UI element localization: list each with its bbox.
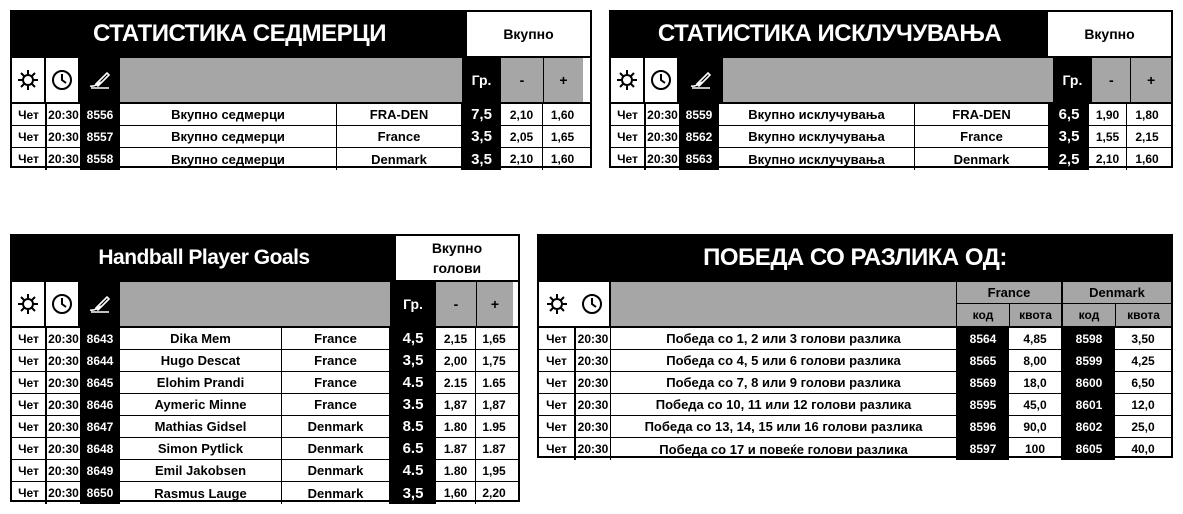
clock-icon	[46, 58, 80, 102]
panel-header	[539, 236, 1171, 280]
line-cell: 4.5	[390, 460, 436, 481]
under-odds: 1.80	[436, 416, 476, 437]
line-cell: 3,5	[462, 148, 501, 170]
player-cell: Hugo Descat	[120, 350, 282, 371]
table-row[interactable]	[611, 126, 1171, 148]
margin-label-cell: Победа со 13, 14, 15 или 16 голови разлика	[611, 416, 957, 437]
team-cell: France	[282, 328, 390, 349]
total-header: Вкупно	[1048, 12, 1171, 56]
team-cell: France	[337, 126, 462, 147]
over-odds: 2,15	[1135, 129, 1159, 144]
line-header: Гр.	[462, 58, 501, 102]
player-cell: Elohim Prandi	[120, 372, 282, 393]
under-header: -	[436, 282, 477, 326]
time-cell: 20:30	[46, 372, 80, 393]
team-a-odds: 90,0	[1009, 416, 1063, 437]
day-cell: Чет	[12, 438, 46, 459]
day-cell: Чет	[539, 350, 575, 371]
bet-slip-icon	[679, 58, 723, 102]
code-cell: 8650	[80, 482, 120, 504]
margin-label-cell: Победа со 7, 8 или 9 голови разлика	[611, 372, 957, 393]
code-cell: 8643	[80, 328, 120, 349]
table-row[interactable]	[539, 372, 1171, 394]
header-filler	[120, 282, 390, 326]
table-row[interactable]	[12, 372, 518, 394]
code-cell: 8558	[80, 148, 120, 170]
team-cell: Denmark	[282, 482, 390, 504]
team-cell: France	[282, 372, 390, 393]
table-row[interactable]	[12, 126, 590, 148]
suspensions-panel	[609, 10, 1173, 168]
team-b-code: 8598	[1063, 328, 1115, 349]
column-header	[12, 280, 518, 328]
over-header: +	[544, 58, 583, 102]
line-cell: 6,5	[1049, 104, 1089, 125]
under-odds: 1.87	[436, 438, 476, 459]
team-b-odds: 3,50	[1131, 331, 1155, 346]
team-b-odds: 12,0	[1131, 397, 1155, 412]
day-cell: Чет	[539, 394, 575, 415]
team-b-code: 8605	[1063, 438, 1115, 460]
table-row[interactable]	[12, 350, 518, 372]
panel-title: СТАТИСТИКА СЕДМЕРЦИ	[12, 12, 467, 56]
day-cell: Чет	[12, 394, 46, 415]
team-cell: Denmark	[282, 460, 390, 481]
day-cell: Чет	[12, 482, 46, 504]
sport-icon	[611, 58, 645, 102]
player-cell: Emil Jakobsen	[120, 460, 282, 481]
odds-header: квота	[1116, 304, 1171, 326]
line-cell: 4.5	[390, 372, 436, 393]
time-cell: 20:30	[46, 148, 80, 170]
panel-title: ПОБЕДА СО РАЗЛИКА ОД:	[539, 236, 1171, 280]
line-header: Гр.	[1053, 58, 1093, 102]
day-cell: Чет	[12, 416, 46, 437]
margin-label-cell: Победа со 10, 11 или 12 голови разлика	[611, 394, 957, 415]
player-cell: Rasmus Lauge	[120, 482, 282, 504]
table-row[interactable]	[12, 328, 518, 350]
under-header: -	[501, 58, 544, 102]
table-row[interactable]	[611, 104, 1171, 126]
under-odds: 2,10	[501, 148, 543, 170]
day-cell: Чет	[12, 148, 46, 170]
line-cell: 7,5	[462, 104, 501, 125]
over-odds: 1,87	[482, 397, 506, 412]
over-odds: 1,75	[482, 353, 506, 368]
over-header: +	[1131, 58, 1171, 102]
team-b-code: 8600	[1063, 372, 1115, 393]
column-header	[539, 280, 1171, 328]
table-row[interactable]	[12, 482, 518, 504]
under-odds: 2,00	[436, 350, 476, 371]
under-odds: 1,90	[1089, 104, 1127, 125]
day-cell: Чет	[539, 416, 575, 437]
day-cell: Чет	[611, 126, 645, 147]
total-label-line1: Вкупно	[431, 240, 483, 256]
day-cell: Чет	[12, 126, 46, 147]
code-header: код	[957, 304, 1010, 326]
line-cell: 8.5	[390, 416, 436, 437]
under-odds: 2,10	[1089, 148, 1127, 170]
margin-label-cell: Победа со 1, 2 или 3 голови разлика	[611, 328, 957, 349]
sport-icon	[539, 282, 575, 326]
code-cell: 8562	[679, 126, 719, 147]
penalties-panel	[10, 10, 592, 168]
over-header: +	[477, 282, 513, 326]
under-odds: 2.15	[436, 372, 476, 393]
time-cell: 20:30	[575, 416, 611, 437]
team-cell: Denmark	[915, 148, 1049, 170]
column-header	[611, 56, 1171, 104]
time-cell: 20:30	[46, 126, 80, 147]
under-odds: 1,60	[436, 482, 476, 504]
table-row[interactable]	[12, 438, 518, 460]
team-b-odds: 6,50	[1131, 375, 1155, 390]
table-row[interactable]	[611, 148, 1171, 170]
over-odds: 2,20	[482, 486, 506, 500]
line-cell: 3.5	[390, 394, 436, 415]
line-cell: 3,5	[390, 350, 436, 371]
line-cell: 4,5	[390, 328, 436, 349]
code-cell: 8559	[679, 104, 719, 125]
day-cell: Чет	[12, 460, 46, 481]
day-cell: Чет	[611, 148, 645, 170]
player-goals-panel	[10, 234, 520, 502]
time-cell: 20:30	[575, 438, 611, 460]
table-row[interactable]	[539, 416, 1171, 438]
under-odds: 1,55	[1089, 126, 1127, 147]
day-cell: Чет	[12, 372, 46, 393]
code-cell: 8645	[80, 372, 120, 393]
clock-icon	[46, 282, 80, 326]
over-odds: 1,60	[550, 107, 575, 122]
margin-label-cell: Победа со 17 и повеќе голови разлика	[611, 438, 957, 460]
team-a-name: France	[957, 282, 1061, 304]
team-cell: France	[282, 394, 390, 415]
penalties-rows	[12, 104, 590, 170]
time-cell: 20:30	[575, 350, 611, 371]
code-cell: 8556	[80, 104, 120, 125]
panel-title: СТАТИСТИКА ИСКЛУЧУВАЊА	[611, 12, 1048, 56]
line-cell: 3,5	[390, 482, 436, 504]
line-cell: 3,5	[1049, 126, 1089, 147]
over-odds: 1.95	[482, 419, 506, 434]
under-header: -	[1092, 58, 1131, 102]
time-cell: 20:30	[46, 394, 80, 415]
time-cell: 20:30	[46, 416, 80, 437]
team-a-code: 8596	[957, 416, 1009, 437]
time-cell: 20:30	[46, 460, 80, 481]
team-cell: FRA-DEN	[337, 104, 462, 125]
table-row[interactable]	[12, 148, 590, 170]
sport-icon	[12, 58, 46, 102]
over-odds: 1,65	[482, 331, 506, 346]
over-odds: 1,80	[1135, 107, 1159, 122]
team-b-odds: 4,25	[1131, 353, 1155, 368]
team-b-code: 8602	[1063, 416, 1115, 437]
team-b-odds: 25,0	[1131, 419, 1155, 434]
team-cell: FRA-DEN	[915, 104, 1049, 125]
time-cell: 20:30	[645, 126, 679, 147]
line-cell: 3,5	[462, 126, 501, 147]
panel-title: Handball Player Goals	[12, 236, 396, 280]
panel-header	[611, 12, 1171, 56]
team-a-code: 8565	[957, 350, 1009, 371]
market-cell: Вкупно исклучувања	[719, 148, 915, 170]
time-cell: 20:30	[575, 372, 611, 393]
over-odds: 1.65	[482, 375, 506, 390]
team-a-code: 8597	[957, 438, 1009, 460]
day-cell: Чет	[12, 104, 46, 125]
market-cell: Вкупно седмерци	[120, 104, 337, 125]
team-a-code: 8564	[957, 328, 1009, 349]
team-cell: France	[915, 126, 1049, 147]
suspensions-rows	[611, 104, 1171, 170]
over-odds: 1.87	[482, 441, 506, 456]
header-filler	[120, 58, 462, 102]
player-cell: Mathias Gidsel	[120, 416, 282, 437]
clock-icon	[575, 282, 611, 326]
team-b-odds: 40,0	[1131, 442, 1155, 456]
clock-icon	[645, 58, 679, 102]
over-odds: 1,65	[550, 129, 575, 144]
time-cell: 20:30	[46, 482, 80, 504]
time-cell: 20:30	[645, 148, 679, 170]
code-cell: 8648	[80, 438, 120, 459]
day-cell: Чет	[12, 328, 46, 349]
team-b-name: Denmark	[1063, 282, 1171, 304]
panel-header	[12, 12, 590, 56]
odds-header: квота	[1010, 304, 1061, 326]
team-a-odds: 100	[1009, 438, 1063, 460]
team-a-odds: 8,00	[1009, 350, 1063, 371]
column-header	[12, 56, 590, 104]
team-b-code: 8599	[1063, 350, 1115, 371]
bet-slip-icon	[80, 282, 120, 326]
table-row[interactable]	[539, 350, 1171, 372]
win-margin-panel	[537, 234, 1173, 458]
code-header: код	[1063, 304, 1116, 326]
sport-icon	[12, 282, 46, 326]
code-cell: 8647	[80, 416, 120, 437]
day-cell: Чет	[539, 372, 575, 393]
team-cell: Denmark	[337, 148, 462, 170]
team-b-code: 8601	[1063, 394, 1115, 415]
team-cell: Denmark	[282, 416, 390, 437]
win-margin-rows	[539, 328, 1171, 460]
player-goals-rows	[12, 328, 518, 504]
code-cell: 8557	[80, 126, 120, 147]
over-odds: 1,60	[1135, 152, 1159, 166]
over-odds: 1,95	[482, 463, 506, 478]
market-cell: Вкупно исклучувања	[719, 104, 915, 125]
line-cell: 6.5	[390, 438, 436, 459]
team-cell: France	[282, 350, 390, 371]
team-a-header	[957, 282, 1063, 326]
code-cell: 8649	[80, 460, 120, 481]
team-a-odds: 45,0	[1009, 394, 1063, 415]
day-cell: Чет	[12, 350, 46, 371]
time-cell: 20:30	[46, 104, 80, 125]
table-row[interactable]	[539, 394, 1171, 416]
team-a-code: 8595	[957, 394, 1009, 415]
bet-slip-icon	[80, 58, 120, 102]
player-cell: Aymeric Minne	[120, 394, 282, 415]
header-filler	[611, 282, 957, 326]
market-cell: Вкупно исклучувања	[719, 126, 915, 147]
line-header: Гр.	[390, 282, 436, 326]
table-row[interactable]	[12, 460, 518, 482]
under-odds: 1,87	[436, 394, 476, 415]
team-a-odds: 4,85	[1009, 328, 1063, 349]
day-cell: Чет	[539, 438, 575, 460]
day-cell: Чет	[611, 104, 645, 125]
panel-header	[12, 236, 518, 280]
player-cell: Simon Pytlick	[120, 438, 282, 459]
team-a-odds: 18,0	[1009, 372, 1063, 393]
market-cell: Вкупно седмерци	[120, 126, 337, 147]
table-row[interactable]	[12, 416, 518, 438]
code-cell: 8646	[80, 394, 120, 415]
under-odds: 1.80	[436, 460, 476, 481]
code-cell: 8563	[679, 148, 719, 170]
over-odds: 1,60	[550, 152, 575, 166]
time-cell: 20:30	[46, 328, 80, 349]
under-odds: 2,15	[436, 328, 476, 349]
total-label-line2: голови	[432, 260, 482, 276]
time-cell: 20:30	[645, 104, 679, 125]
time-cell: 20:30	[46, 350, 80, 371]
table-row[interactable]	[539, 438, 1171, 460]
table-row[interactable]	[539, 328, 1171, 350]
table-row[interactable]	[12, 394, 518, 416]
day-cell: Чет	[539, 328, 575, 349]
total-header	[396, 236, 518, 280]
line-cell: 2,5	[1049, 148, 1089, 170]
total-header: Вкупно	[467, 12, 590, 56]
under-odds: 2,05	[501, 126, 543, 147]
margin-label-cell: Победа со 4, 5 или 6 голови разлика	[611, 350, 957, 371]
header-filler	[723, 58, 1053, 102]
team-b-header	[1063, 282, 1171, 326]
table-row[interactable]	[12, 104, 590, 126]
time-cell: 20:30	[575, 328, 611, 349]
time-cell: 20:30	[575, 394, 611, 415]
market-cell: Вкупно седмерци	[120, 148, 337, 170]
player-cell: Dika Mem	[120, 328, 282, 349]
code-cell: 8644	[80, 350, 120, 371]
team-cell: Denmark	[282, 438, 390, 459]
under-odds: 2,10	[501, 104, 543, 125]
team-a-code: 8569	[957, 372, 1009, 393]
time-cell: 20:30	[46, 438, 80, 459]
